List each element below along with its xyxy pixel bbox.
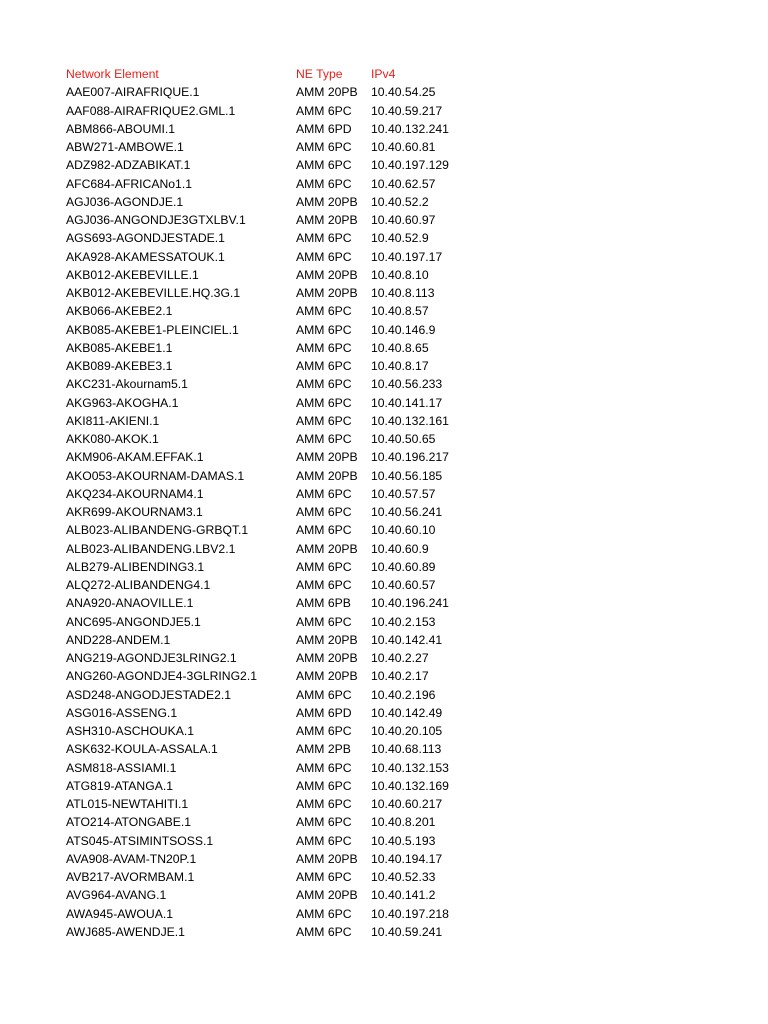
cell-ne-type: AMM 6PC — [296, 432, 352, 446]
cell-ne-type: AMM 20PB — [296, 194, 358, 209]
cell-ne-type: AMM 6PC — [296, 103, 352, 118]
table-row — [66, 175, 526, 193]
cell-network-element: AFC684-AFRICANo1.1 — [66, 176, 192, 191]
cell-network-element: AKB066-AKEBE2.1 — [66, 304, 173, 319]
table-row — [66, 740, 526, 758]
cell-ne-type: AMM 6PC — [296, 304, 352, 319]
table-row — [66, 485, 526, 503]
cell-ipv4: 10.40.59.217 — [371, 103, 443, 118]
cell-network-element: AWA945-AWOUA.1 — [66, 906, 174, 921]
cell-network-element: AGS693-AGONDJESTADE.1 — [66, 231, 225, 246]
cell-ne-type: AMM 6PC — [296, 505, 352, 519]
cell-ne-type: AMM 6PC — [296, 523, 352, 538]
cell-ipv4: 10.40.2.153 — [371, 614, 436, 629]
cell-ipv4: 10.40.8.201 — [371, 815, 436, 830]
cell-ipv4: 10.40.57.57 — [371, 486, 436, 501]
cell-ne-type: AMM 20PB — [296, 632, 358, 647]
cell-ipv4: 10.40.141.17 — [371, 395, 443, 410]
cell-ipv4: 10.40.132.153 — [371, 760, 449, 775]
network-element-table — [66, 65, 526, 941]
cell-network-element: ASD248-ANGODJESTADE2.1 — [66, 687, 232, 702]
cell-network-element: ANC695-ANGONDJE5.1 — [66, 614, 201, 629]
cell-network-element: AAF088-AIRAFRIQUE2.GML.1 — [66, 103, 236, 118]
cell-ipv4: 10.40.52.33 — [371, 870, 436, 884]
cell-ne-type: AMM 6PC — [296, 395, 352, 410]
table-row — [66, 430, 526, 448]
table-row — [66, 667, 526, 685]
cell-ipv4: 10.40.60.9 — [371, 541, 429, 556]
cell-ne-type: AMM 6PD — [296, 121, 352, 136]
cell-ipv4: 10.40.142.41 — [371, 632, 443, 647]
cell-ne-type: AMM 2PB — [296, 742, 351, 757]
cell-ipv4: 10.40.146.9 — [371, 322, 436, 337]
cell-network-element: AKQ234-AKOURNAM4.1 — [66, 486, 204, 501]
cell-ipv4: 10.40.60.10 — [371, 523, 436, 538]
cell-ipv4: 10.40.197.218 — [371, 906, 449, 921]
table-row — [66, 503, 526, 521]
cell-network-element: AKC231-Akournam5.1 — [66, 377, 188, 392]
cell-ne-type: AMM 6PC — [296, 906, 352, 921]
cell-ne-type: AMM 20PB — [296, 213, 358, 227]
cell-ne-type: AMM 6PC — [296, 231, 352, 246]
cell-ipv4: 10.40.196.217 — [371, 450, 449, 465]
cell-ipv4: 10.40.2.196 — [371, 687, 436, 702]
table-row — [66, 229, 526, 247]
cell-ipv4: 10.40.8.57 — [371, 304, 429, 319]
cell-ipv4: 10.40.20.105 — [371, 724, 443, 738]
table-row — [66, 759, 526, 777]
cell-ipv4: 10.40.141.2 — [371, 888, 436, 903]
table-row — [66, 686, 526, 704]
table-row — [66, 102, 526, 120]
table-row — [66, 777, 526, 795]
table-row — [66, 248, 526, 266]
table-row — [66, 722, 526, 740]
cell-ne-type: AMM 6PC — [296, 559, 352, 574]
cell-ne-type: AMM 6PC — [296, 413, 352, 428]
cell-ipv4: 10.40.60.97 — [371, 213, 436, 227]
table-row — [66, 266, 526, 284]
cell-network-element: ATG819-ATANGA.1 — [66, 778, 174, 793]
cell-network-element: AKB089-AKEBE3.1 — [66, 359, 173, 373]
table-row — [66, 357, 526, 375]
table-row — [66, 83, 526, 101]
cell-network-element: AKB085-AKEBE1-PLEINCIEL.1 — [66, 322, 239, 337]
cell-ipv4: 10.40.56.233 — [371, 377, 443, 392]
cell-ne-type: AMM 6PC — [296, 322, 352, 337]
cell-ne-type: AMM 6PC — [296, 870, 352, 884]
cell-ipv4: 10.40.50.65 — [371, 432, 436, 446]
cell-ipv4: 10.40.52.9 — [371, 231, 429, 246]
table-row — [66, 302, 526, 320]
cell-ipv4: 10.40.2.27 — [371, 651, 429, 665]
table-row — [66, 521, 526, 539]
cell-ipv4: 10.40.196.241 — [371, 596, 449, 611]
table-row — [66, 321, 526, 339]
cell-ipv4: 10.40.132.161 — [371, 413, 449, 428]
table-row — [66, 558, 526, 576]
cell-ipv4: 10.40.60.217 — [371, 797, 443, 811]
cell-ne-type: AMM 6PC — [296, 815, 352, 830]
cell-ipv4: 10.40.54.25 — [371, 85, 436, 100]
cell-network-element: ALB279-ALIBENDING3.1 — [66, 559, 205, 574]
table-row — [66, 905, 526, 923]
cell-network-element: AVA908-AVAM-TN20P.1 — [66, 851, 197, 866]
cell-ne-type: AMM 20PB — [296, 267, 358, 282]
header-network-element: Network Element — [66, 67, 159, 81]
cell-ne-type: AMM 6PC — [296, 614, 352, 629]
cell-network-element: AWJ685-AWENDJE.1 — [66, 924, 185, 939]
table-row — [66, 339, 526, 357]
cell-ne-type: AMM 6PC — [296, 778, 352, 793]
cell-ipv4: 10.40.2.17 — [371, 669, 429, 684]
table-row — [66, 448, 526, 466]
cell-ipv4: 10.40.132.169 — [371, 778, 449, 793]
cell-network-element: AAE007-AIRAFRIQUE.1 — [66, 85, 200, 100]
table-row — [66, 594, 526, 612]
table-row — [66, 193, 526, 211]
table-row — [66, 412, 526, 430]
cell-network-element: ANG260-AGONDJE4-3GLRING2.1 — [66, 669, 258, 684]
cell-ne-type: AMM 20PB — [296, 669, 358, 684]
cell-network-element: ASH310-ASCHOUKA.1 — [66, 724, 195, 738]
cell-ipv4: 10.40.56.241 — [371, 505, 443, 519]
table-body — [66, 83, 526, 941]
cell-ne-type: AMM 6PD — [296, 705, 352, 720]
table-row — [66, 211, 526, 229]
cell-ne-type: AMM 20PB — [296, 651, 358, 665]
cell-network-element: AKG963-AKOGHA.1 — [66, 395, 179, 410]
table-row — [66, 704, 526, 722]
cell-ipv4: 10.40.197.17 — [371, 249, 443, 264]
cell-network-element: ADZ982-ADZABIKAT.1 — [66, 158, 191, 173]
cell-network-element: ASG016-ASSENG.1 — [66, 705, 178, 720]
header-ne-type: NE Type — [296, 67, 343, 81]
cell-ne-type: AMM 6PC — [296, 158, 352, 173]
table-row — [66, 394, 526, 412]
cell-network-element: ATS045-ATSIMINTSOSS.1 — [66, 833, 214, 848]
cell-ipv4: 10.40.59.241 — [371, 924, 443, 939]
cell-network-element: AGJ036-AGONDJE.1 — [66, 194, 184, 209]
cell-ipv4: 10.40.132.241 — [371, 121, 449, 136]
cell-ne-type: AMM 6PC — [296, 359, 352, 373]
cell-network-element: AVG964-AVANG.1 — [66, 888, 167, 903]
cell-network-element: ATL015-NEWTAHITI.1 — [66, 797, 189, 811]
table-row — [66, 284, 526, 302]
cell-ne-type: AMM 20PB — [296, 450, 358, 465]
table-row — [66, 923, 526, 941]
cell-ne-type: AMM 6PC — [296, 377, 352, 392]
table-row — [66, 649, 526, 667]
cell-ipv4: 10.40.60.81 — [371, 140, 436, 154]
cell-network-element: ANA920-ANAOVILLE.1 — [66, 596, 194, 611]
cell-network-element: AKR699-AKOURNAM3.1 — [66, 505, 203, 519]
table-row — [66, 120, 526, 138]
cell-ne-type: AMM 20PB — [296, 851, 358, 866]
cell-network-element: ASM818-ASSIAMI.1 — [66, 760, 177, 775]
cell-ipv4: 10.40.5.193 — [371, 833, 436, 848]
cell-ne-type: AMM 6PC — [296, 924, 352, 939]
cell-ne-type: AMM 6PC — [296, 176, 352, 191]
cell-ipv4: 10.40.62.57 — [371, 176, 436, 191]
table-row — [66, 886, 526, 904]
table-header — [66, 65, 526, 83]
cell-ipv4: 10.40.56.185 — [371, 468, 443, 483]
cell-network-element: AKO053-AKOURNAM-DAMAS.1 — [66, 468, 245, 483]
cell-ne-type: AMM 6PC — [296, 724, 352, 738]
cell-network-element: ALQ272-ALIBANDENG4.1 — [66, 578, 211, 592]
cell-network-element: ALB023-ALIBANDENG-GRBQT.1 — [66, 523, 249, 538]
cell-ne-type: AMM 20PB — [296, 888, 358, 903]
cell-network-element: AKK080-AKOK.1 — [66, 432, 159, 446]
cell-network-element: AKB012-AKEBEVILLE.1 — [66, 267, 199, 282]
cell-ipv4: 10.40.68.113 — [371, 742, 442, 757]
cell-ne-type: AMM 6PC — [296, 140, 352, 154]
table-row — [66, 813, 526, 831]
cell-ne-type: AMM 20PB — [296, 541, 358, 556]
cell-network-element: AKB012-AKEBEVILLE.HQ.3G.1 — [66, 286, 241, 300]
cell-network-element: ALB023-ALIBANDENG.LBV2.1 — [66, 541, 236, 556]
cell-ne-type: AMM 6PC — [296, 486, 352, 501]
cell-network-element: AKM906-AKAM.EFFAK.1 — [66, 450, 204, 465]
cell-ne-type: AMM 6PC — [296, 687, 352, 702]
cell-ipv4: 10.40.60.57 — [371, 578, 436, 592]
cell-network-element: AKI811-AKIENI.1 — [66, 413, 160, 428]
cell-network-element: AVB217-AVORMBAM.1 — [66, 870, 195, 884]
cell-ne-type: AMM 6PB — [296, 596, 351, 611]
table-row — [66, 850, 526, 868]
table-row — [66, 795, 526, 813]
table-row — [66, 868, 526, 886]
cell-ne-type: AMM 6PC — [296, 340, 352, 355]
table-row — [66, 156, 526, 174]
table-row — [66, 631, 526, 649]
cell-ipv4: 10.40.60.89 — [371, 559, 436, 574]
cell-ipv4: 10.40.197.129 — [371, 158, 449, 173]
cell-ipv4: 10.40.52.2 — [371, 194, 429, 209]
cell-ipv4: 10.40.8.113 — [371, 286, 435, 300]
header-ipv4: IPv4 — [371, 67, 396, 81]
cell-ne-type: AMM 20PB — [296, 85, 358, 100]
cell-ne-type: AMM 20PB — [296, 468, 358, 483]
cell-ipv4: 10.40.8.10 — [371, 267, 429, 282]
cell-ne-type: AMM 6PC — [296, 797, 352, 811]
cell-ne-type: AMM 20PB — [296, 286, 358, 300]
cell-network-element: AKB085-AKEBE1.1 — [66, 340, 173, 355]
cell-network-element: ABW271-AMBOWE.1 — [66, 140, 184, 154]
cell-network-element: AND228-ANDEM.1 — [66, 632, 171, 647]
cell-ipv4: 10.40.142.49 — [371, 705, 443, 720]
table-row — [66, 576, 526, 594]
cell-ne-type: AMM 6PC — [296, 249, 352, 264]
table-row — [66, 375, 526, 393]
table-row — [66, 138, 526, 156]
cell-network-element: ABM866-ABOUMI.1 — [66, 121, 176, 136]
cell-network-element: ATO214-ATONGABE.1 — [66, 815, 192, 830]
cell-network-element: ANG219-AGONDJE3LRING2.1 — [66, 651, 237, 665]
cell-network-element: AKA928-AKAMESSATOUK.1 — [66, 249, 225, 264]
cell-ipv4: 10.40.194.17 — [371, 851, 443, 866]
cell-ne-type: AMM 6PC — [296, 578, 352, 592]
cell-ne-type: AMM 6PC — [296, 760, 352, 775]
cell-ipv4: 10.40.8.65 — [371, 340, 429, 355]
cell-network-element: AGJ036-ANGONDJE3GTXLBV.1 — [66, 213, 246, 227]
table-row — [66, 467, 526, 485]
cell-ne-type: AMM 6PC — [296, 833, 352, 848]
table-row — [66, 832, 526, 850]
cell-network-element: ASK632-KOULA-ASSALA.1 — [66, 742, 218, 757]
table-row — [66, 540, 526, 558]
table-row — [66, 613, 526, 631]
cell-ipv4: 10.40.8.17 — [371, 359, 429, 373]
